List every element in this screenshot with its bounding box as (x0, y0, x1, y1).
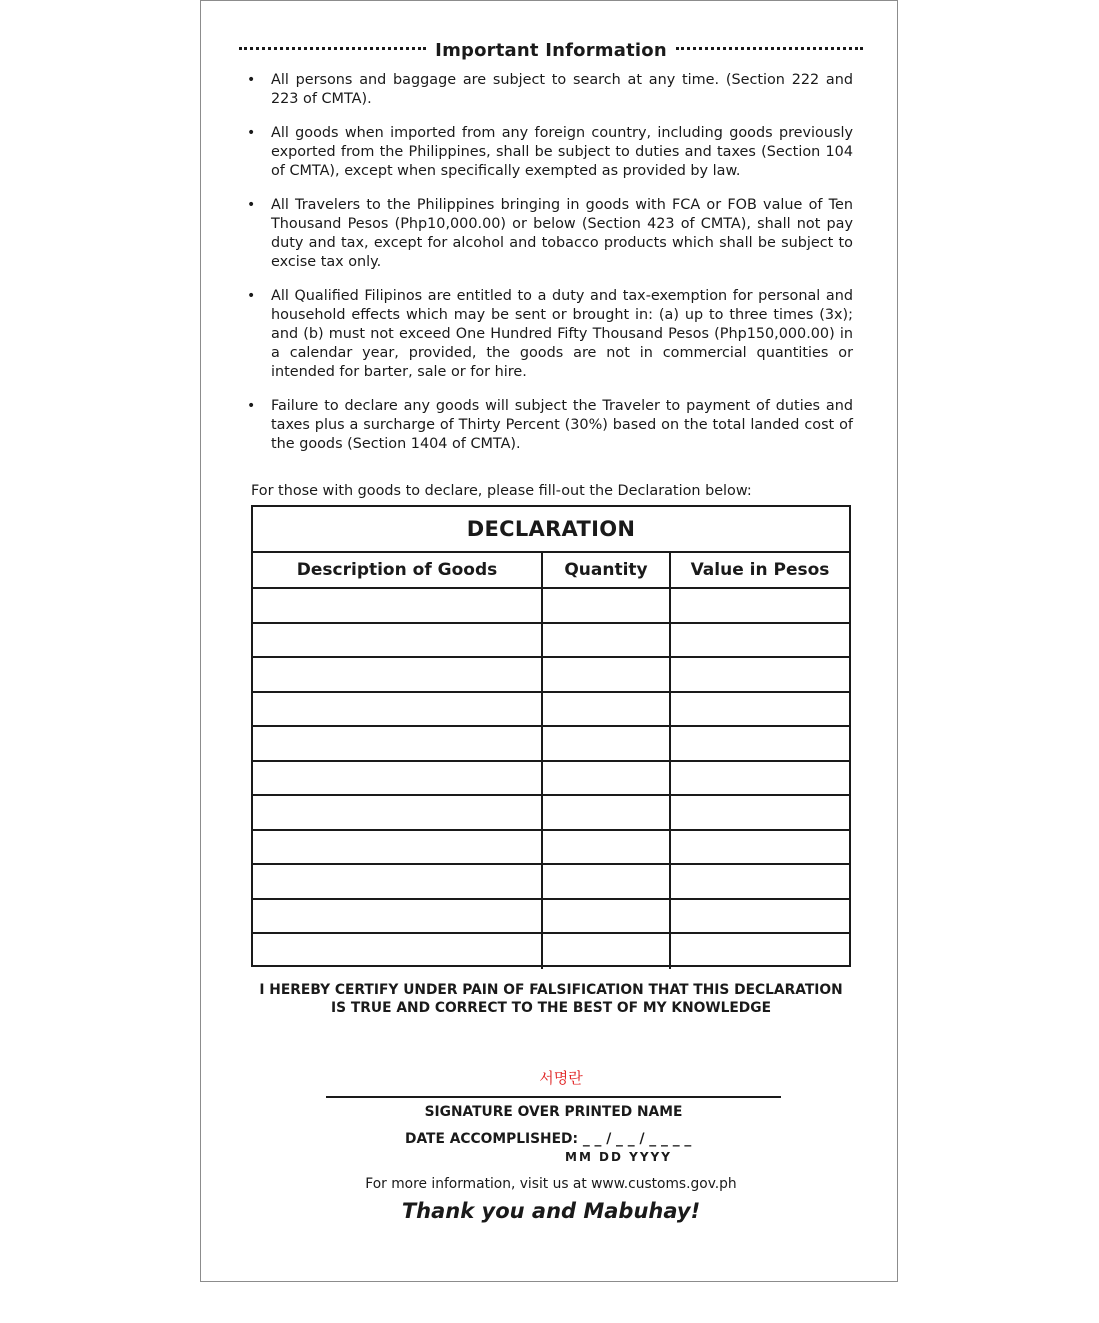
bullet-icon: • (247, 72, 256, 88)
information-item (247, 124, 853, 181)
value-cell[interactable] (671, 624, 849, 659)
bullet-icon: • (247, 398, 256, 414)
value-cell[interactable] (671, 693, 849, 728)
information-item (247, 196, 853, 272)
value-cell[interactable] (671, 727, 849, 762)
declaration-grid (253, 553, 849, 969)
quantity-cell[interactable] (543, 796, 671, 831)
quantity-cell[interactable] (543, 589, 671, 624)
declaration-table (251, 505, 851, 967)
quantity-cell[interactable] (543, 693, 671, 728)
value-cell[interactable] (671, 762, 849, 797)
value-cell[interactable] (671, 796, 849, 831)
description-cell[interactable] (253, 727, 543, 762)
date-accomplished (405, 1131, 691, 1147)
more-info-text: For more information, visit us at www.customs.gov.ph (365, 1176, 737, 1192)
signature-line[interactable] (326, 1096, 781, 1098)
description-cell[interactable] (253, 589, 543, 624)
description-cell[interactable] (253, 693, 543, 728)
value-cell[interactable] (671, 589, 849, 624)
declaration-instruction: For those with goods to declare, please fill-out the Declaration below: (251, 483, 752, 499)
bullet-icon: • (247, 197, 256, 213)
description-cell[interactable] (253, 762, 543, 797)
quantity-cell[interactable] (543, 865, 671, 900)
value-cell[interactable] (671, 831, 849, 866)
certification-statement (251, 981, 851, 1017)
quantity-cell[interactable] (543, 658, 671, 693)
quantity-cell[interactable] (543, 762, 671, 797)
date-field[interactable]: _ _ / _ _ / _ _ _ _ (582, 1131, 692, 1147)
information-item (247, 71, 853, 109)
value-cell[interactable] (671, 865, 849, 900)
section-header (239, 38, 863, 62)
description-cell[interactable] (253, 934, 543, 969)
certification-line: I HEREBY CERTIFY UNDER PAIN OF FALSIFICATION THAT THIS DECLARATION (259, 982, 843, 998)
column-header-value: Value in Pesos (671, 553, 849, 589)
header-dots-left (239, 47, 426, 50)
quantity-cell[interactable] (543, 934, 671, 969)
information-item (247, 397, 853, 454)
bullet-icon: • (247, 125, 256, 141)
information-text: All goods when imported from any foreign country, including goods previously exported from the Philippines, shall be subject to duties and taxes (Section 104 of CMTA), except when specifically exempted as provided by law. (271, 125, 853, 179)
header-dots-right (676, 47, 863, 50)
section-title: Important Information (435, 39, 667, 61)
certification-line: IS TRUE AND CORRECT TO THE BEST OF MY KNOWLEDGE (331, 1000, 771, 1016)
quantity-cell[interactable] (543, 831, 671, 866)
information-text: All Qualified Filipinos are entitled to a duty and tax-exemption for personal and household effects which may be sent or brought in: (a) up to three times (3x); and (b) must not exceed One Hundred Fifty Thousand Pesos (Php150,000.00) in a calendar year, provided, the goods are not in commercial quantities or intended for barter, sale or for hire. (271, 288, 853, 380)
description-cell[interactable] (253, 796, 543, 831)
description-cell[interactable] (253, 865, 543, 900)
information-text: Failure to declare any goods will subject the Traveler to payment of duties and taxes plus a surcharge of Thirty Percent (30%) based on the total landed cost of the goods (Section 1404 of CMTA). (271, 398, 853, 452)
information-text: All Travelers to the Philippines bringing in goods with FCA or FOB value of Ten Thousand Pesos (Php10,000.00) or below (Section 423 of CMTA), shall not pay duty and tax, except for alcohol and tobacco products which shall be subject to excise tax only. (271, 197, 853, 270)
date-format-hint: MM DD YYYY (565, 1150, 672, 1164)
declaration-title: DECLARATION (253, 507, 849, 553)
description-cell[interactable] (253, 900, 543, 935)
signature-placeholder: 서명란 (539, 1069, 583, 1087)
information-item (247, 287, 853, 382)
value-cell[interactable] (671, 934, 849, 969)
quantity-cell[interactable] (543, 900, 671, 935)
information-text: All persons and baggage are subject to search at any time. (Section 222 and 223 of CMTA). (271, 72, 853, 107)
thank-you-message: Thank you and Mabuhay! (401, 1199, 701, 1223)
value-cell[interactable] (671, 900, 849, 935)
information-list (247, 71, 853, 469)
description-cell[interactable] (253, 831, 543, 866)
column-header-quantity: Quantity (543, 553, 671, 589)
quantity-cell[interactable] (543, 624, 671, 659)
bullet-icon: • (247, 288, 256, 304)
date-label: DATE ACCOMPLISHED: (405, 1131, 578, 1147)
form-sheet (200, 0, 898, 1282)
description-cell[interactable] (253, 624, 543, 659)
column-header-description: Description of Goods (253, 553, 543, 589)
signature-caption: SIGNATURE OVER PRINTED NAME (424, 1104, 683, 1120)
value-cell[interactable] (671, 658, 849, 693)
quantity-cell[interactable] (543, 727, 671, 762)
description-cell[interactable] (253, 658, 543, 693)
